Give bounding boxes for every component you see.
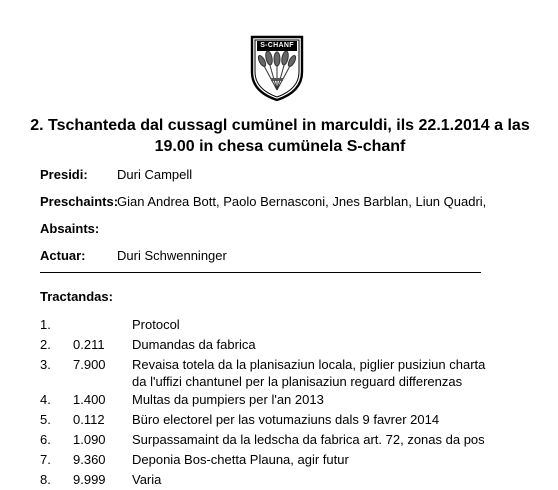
item-text: Surpassamaint da la ledscha da fabrica art. 72, zonas da pos xyxy=(132,432,485,447)
item-text: Varia xyxy=(132,472,162,487)
item-text: Multas da pumpiers per l'an 2013 xyxy=(132,392,324,407)
item-code: 1.400 xyxy=(73,392,106,407)
item-text xyxy=(132,356,532,390)
title-line-1: 2. Tschanteda dal cussagl cumünel in marculdi, ils 22.1.2014 a las xyxy=(30,117,530,134)
meta-row-presidi xyxy=(40,166,192,184)
meta-value: Duri Campell xyxy=(117,167,193,182)
coat-of-arms xyxy=(249,34,305,102)
item-text-line-2: da l'uffizi chantunel per la planisaziun reguard differenzas xyxy=(132,374,463,389)
crest-text: S-CHANF xyxy=(260,42,294,49)
meta-label: Presidi: xyxy=(40,167,88,182)
document-title xyxy=(30,115,530,157)
tractandas-heading: Tractandas: xyxy=(40,289,113,304)
item-code: 9.999 xyxy=(73,472,106,487)
item-number: 4. xyxy=(40,392,51,407)
meta-row-actuar xyxy=(40,247,227,265)
meta-value: Gian Andrea Bott, Paolo Bernasconi, Jnes Barblan, Liun Quadri, xyxy=(117,194,487,209)
item-text-line-1: Revaisa totela da la planisaziun locala, piglier pusiziun charta xyxy=(132,357,486,372)
item-code: 0.211 xyxy=(73,337,105,352)
item-text: Büro electorel per las votumaziuns dals 9 favrer 2014 xyxy=(132,412,440,427)
meta-label: Actuar: xyxy=(40,248,86,263)
item-code: 7.900 xyxy=(73,357,106,372)
divider xyxy=(40,272,481,273)
item-text: Dumandas da fabrica xyxy=(132,337,256,352)
item-code: 0.112 xyxy=(73,412,105,427)
item-number: 3. xyxy=(40,357,51,372)
meta-label: Preschaints: xyxy=(40,194,119,209)
item-number: 8. xyxy=(40,472,51,487)
meta-label: Absaints: xyxy=(40,221,100,236)
item-text: Protocol xyxy=(132,317,180,332)
title-line-2: 19.00 in chesa cumünela S-chanf xyxy=(154,138,406,155)
item-code: 1.090 xyxy=(73,432,106,447)
item-number: 5. xyxy=(40,412,51,427)
item-number: 6. xyxy=(40,432,51,447)
meta-row-preschaints xyxy=(40,193,486,211)
item-number: 7. xyxy=(40,452,51,467)
meta-value: Duri Schwenninger xyxy=(117,248,227,263)
item-text: Deponia Bos-chetta Plauna, agir futur xyxy=(132,452,349,467)
item-code: 9.360 xyxy=(73,452,106,467)
item-number: 1. xyxy=(40,317,51,332)
meta-row-absaints xyxy=(40,220,117,238)
item-number: 2. xyxy=(40,337,51,352)
